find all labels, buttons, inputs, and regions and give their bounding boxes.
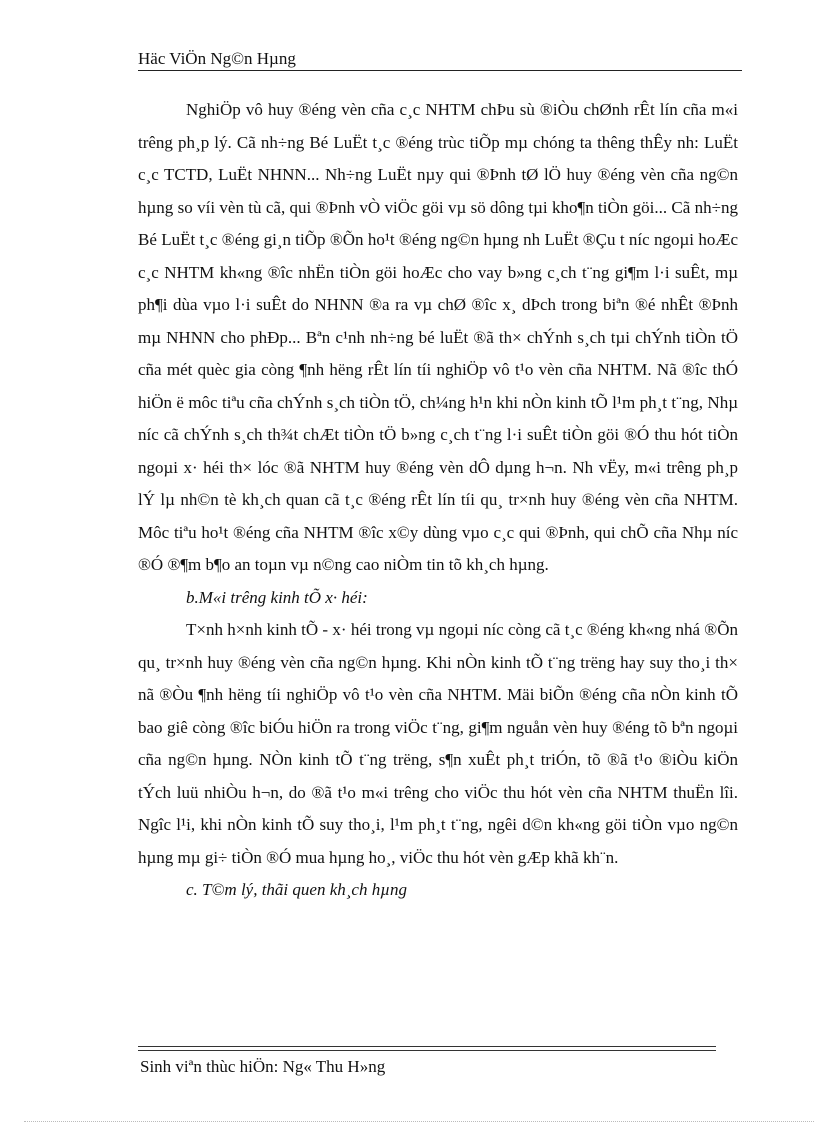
- footer-divider-bottom: [138, 1050, 716, 1051]
- page-footer: Sinh viªn thùc hiÖn: Ng« Thu H»ng: [140, 1057, 386, 1076]
- paragraph-economic-environment: T×nh h×nh kinh tÕ - x· héi trong vµ ngoµi níc còng cã t¸c ®éng kh«ng nhá ®Õn qu¸ tr×nh huy ®éng vèn cña ng©n hµng. Khi nÒn kinh tÕ t¨ng trëng hay suy tho¸i th× nã ®Òu ¶nh hëng tíi nghiÖp vô t¹o vèn cña NHTM. Mäi biÕn ®éng cña nÒn kinh tÕ bao giê còng ®îc biÓu hiÖn ra trong viÖc t¨ng, gi¶m nguån vèn huy ®éng tõ bªn ngoµi cña ng©n hµng. NÒn kinh tÕ t¨ng trëng, s¶n xuÊt ph¸t triÓn, tõ ®ã t¹o ®iÒu kiÖn tÝch luü nhiÒu h¬n, do ®ã t¹o m«i trêng cho viÖc thu hót vèn cña NHTM thuËn lîi. Ngîc l¹i, khi nÒn kinh tÕ suy tho¸i, l¹m ph¸t t¨ng, ngêi d©n kh«ng göi tiÒn vµo ng©n hµng mµ gi÷ tiÒn ®Ó mua hµng ho¸, viÖc thu hót vèn gÆp khã kh¨n.: [138, 620, 738, 867]
- page-header: Häc ViÖn Ng©n Hµng: [138, 49, 296, 68]
- document-body: [138, 94, 738, 907]
- subheading-economic-environment: b.M«i trêng kinh tÕ x· héi:: [186, 587, 368, 607]
- subheading-customer-psychology: c. T©m lý, thãi quen kh¸ch hµng: [186, 880, 407, 899]
- paragraph-legal-environment: NghiÖp vô huy ®éng vèn cña c¸c NHTM chÞu sù ®iÒu chØnh rÊt lín cña m«i trêng ph¸p lý. Cã nh÷ng Bé LuËt t¸c ®éng trùc tiÕp mµ chóng ta thêng thÊy nh: LuËt c¸c TCTD, LuËt NHNN... Nh÷ng LuËt nµy qui ®Þnh tØ lÖ huy ®éng vèn cña ng©n hµng so víi vèn tù cã, qui ®Þnh vÒ viÖc göi vµ sö dông tµi kho¶n tiÒn göi... Cã nh÷ng Bé LuËt t¸c ®éng gi¸n tiÕp ®Õn ho¹t ®éng ng©n hµng nh LuËt ®Çu t níc ngoµi hoÆc c¸c NHTM kh«ng ®îc nhËn tiÒn göi hoÆc cho vay b»ng c¸ch t¨ng gi¶m l·i suÊt, mµ ph¶i dùa vµo l·i suÊt do NHNN ®a ra vµ chØ ®îc x¸ dÞch trong biªn ®é nhÊt ®Þnh mµ NHNN cho phÐp... Bªn c¹nh nh÷ng bé luËt ®ã th× chÝnh s¸ch tµi chÝnh tiÒn tÖ cña mét quèc gia còng ¶nh hëng rÊt lín tíi nghiÖp vô t¹o vèn cña NHTM. Nã ®îc thÓ hiÖn ë môc tiªu cña chÝnh s¸ch tiÒn tÖ, ch¼ng h¹n khi nÒn kinh tÕ l¹m ph¸t t¨ng, Nhµ níc cã chÝnh s¸ch th¾t chÆt tiÒn tÖ b»ng c¸ch t¨ng l·i suÊt tiÒn göi ®Ó thu hót tiÒn ngoµi x· héi th× lóc ®ã NHTM huy ®éng vèn dÔ dµng h¬n. Nh vËy, m«i trêng ph¸p lÝ lµ nh©n tè kh¸ch quan cã t¸c ®éng rÊt lín tíi qu¸ tr×nh huy ®éng vèn cña NHTM. Môc tiªu ho¹t ®éng cña NHTM ®îc x©y dùng vµo c¸c qui ®Þnh, qui chÕ cña Nhµ níc ®Ó ®¶m b¶o an toµn vµ n©ng cao niÒm tin tõ kh¸ch hµng.: [138, 100, 738, 574]
- page-edge-line: [24, 1121, 814, 1122]
- header-divider: [138, 70, 742, 71]
- footer-divider-top: [138, 1046, 716, 1047]
